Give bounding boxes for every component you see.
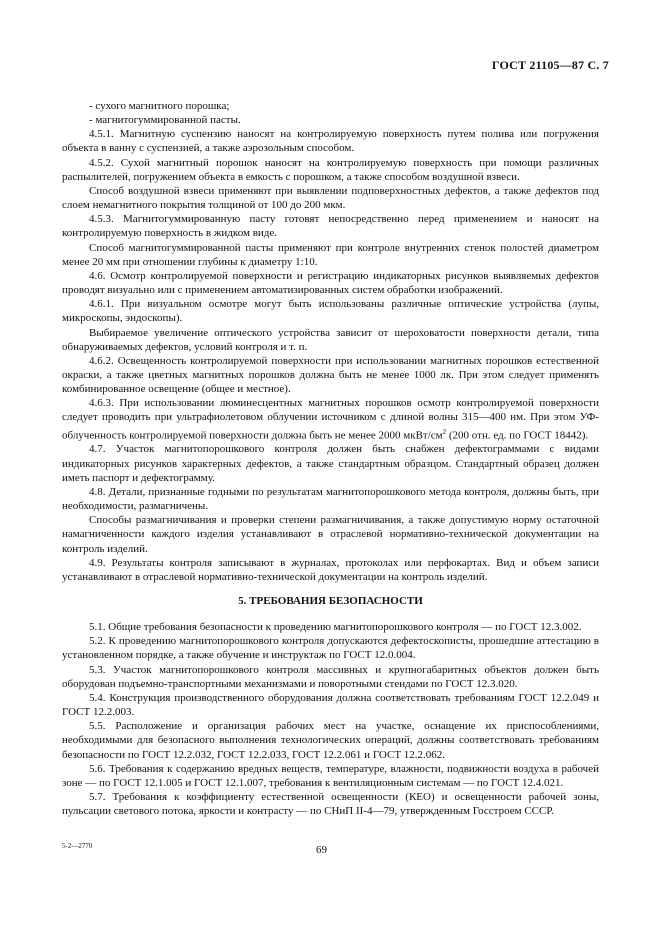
paragraph: Способ магнитогуммированной пасты применяют при контроле внутренних стенок полостей диаметром менее 20 мм при отношении глубины к диаметру 1:10. [62,241,599,268]
section-heading: 5. ТРЕБОВАНИЯ БЕЗОПАСНОСТИ [238,594,423,607]
paragraph: 4.6.2. Освещенность контролируемой поверхности при использовании магнитных порошков естественной окраски, а также цветных магнитных порошков должна быть не менее 1000 лк. При этом следует применять комбинированное освещение (общее и местное). [62,354,599,396]
paragraph-text: 4.6.3. При использовании люминесцентных магнитных порошков осмотр контролируемой поверхности следует проводить при ультрафиолетовом облучении источником с длиной волны 315—400 нм. При этом УФ-облученность контролируемой поверхности должна быть не менее 2000 мкВт/см [62,397,599,442]
paragraph: - сухого магнитного порошка; [89,100,230,112]
paragraph: Способ воздушной взвеси применяют при выявлении подповерхностных дефектов, а также дефектов под слоем немагнитного покрытия толщиной от 100 до 200 мкм. [62,184,599,212]
paragraph: Способы размагничивания и проверки степени размагничивания, а также допустимую норму остаточной намагниченности каждого изделия устанавливают в отраслевой нормативно-технической документации на контроль изделий. [62,514,599,555]
paragraph: Выбираемое увеличение оптического устройства зависит от шероховатости поверхности детали, типа обнаруживаемых дефектов, условий контроля и т. п. [62,326,599,353]
paragraph: 4.6.1. При визуальном осмотре могут быть использованы различные оптические устройства (лупы, микроскопы, эндоскопы). [62,298,599,325]
paragraph: 4.9. Результаты контроля записывают в журналах, протоколах или перфокартах. Вид и объем записи устанавливают в отраслевой нормативно-технической документации на контроль изделий. [62,556,599,583]
paragraph: 5.6. Требования к содержанию вредных веществ, температуре, влажности, подвижности воздуха в рабочей зоне — по ГОСТ 12.1.005 и ГОСТ 12.1.007, требования к вентиляционным системам — по ГОСТ 12.4.021. [62,762,599,789]
paragraph: - магнитогуммированной пасты. [89,114,241,127]
paragraph: 5.7. Требования к коэффициенту естественной освещенности (КЕО) и освещенности рабочей зоны, пульсации светового потока, яркости и контрасту — по СНиП II-4—79, утвержденным Госстроем СССР. [62,791,599,818]
document-body [62,99,599,818]
paragraph: 5.2. К проведению магнитопорошкового контроля допускаются дефектоскописты, прошедшие аттестацию в установленном порядке, а также обучение и инструктаж по ГОСТ 12.0.004. [62,635,599,662]
paragraph: 4.6. Осмотр контролируемой поверхности и регистрацию индикаторных рисунков выявляемых дефектов проводят визуально или с применением автоматизированных систем обработки изображений. [62,269,599,297]
paragraph-4-6-3 [62,396,599,442]
paragraph-text: (200 отн. ед. по ГОСТ 18442). [446,429,589,442]
paragraph: 5.4. Конструкция производственного оборудования должна соответствовать требованиям ГОСТ 12.2.049 и ГОСТ 12.2.003. [62,691,599,719]
paragraph: 5.3. Участок магнитопорошкового контроля массивных и крупногабаритных объектов должен быть оборудован подъемно-транспортными механизмами и поворотными стендами по ГОСТ 12.3.020. [62,663,599,690]
paragraph: 5.1. Общие требования безопасности к проведению магнитопорошкового контроля — по ГОСТ 12.3.002. [89,621,582,634]
print-code: 5-2—2770 [62,842,93,850]
paragraph: 4.8. Детали, признанные годными по результатам магнитопорошкового метода контроля, должны быть, при необходимости, размагничены. [62,485,599,513]
superscript: 2 [442,427,447,436]
page-number: 69 [316,844,327,856]
paragraph: 4.5.1. Магнитную суспензию наносят на контролируемую поверхность путем полива или погружения объекта в ванну с суспензией, а также аэрозольным способом. [62,128,599,155]
paragraph: 4.5.3. Магнитогуммированную пасту готовят непосредственно перед применением и наносят на контролируемую поверхность в жидком виде. [62,213,599,240]
paragraph: 4.7. Участок магнитопорошкового контроля должен быть снабжен дефектограммами с видами индикаторных рисунков характерных дефектов, а также стандартным образцом. Стандартный образец должен иметь паспорт и дефектограмму. [62,443,599,484]
page-header: ГОСТ 21105—87 С. 7 [491,58,609,72]
paragraph: 5.5. Расположение и организация рабочих мест на участке, оснащение их приспособлениями, необходимыми для безопасного выполнения технологических операций, должны соответствовать требованиям безопасности по ГОСТ 12.2.032, ГОСТ 12.2.033, ГОСТ 12.2.061 и ГОСТ 12.2.062. [62,720,599,761]
paragraph: 4.5.2. Сухой магнитный порошок наносят на контролируемую поверхность при помощи различных распылителей, погружением объекта в емкость с порошком, а также способом воздушной взвеси. [62,156,599,183]
